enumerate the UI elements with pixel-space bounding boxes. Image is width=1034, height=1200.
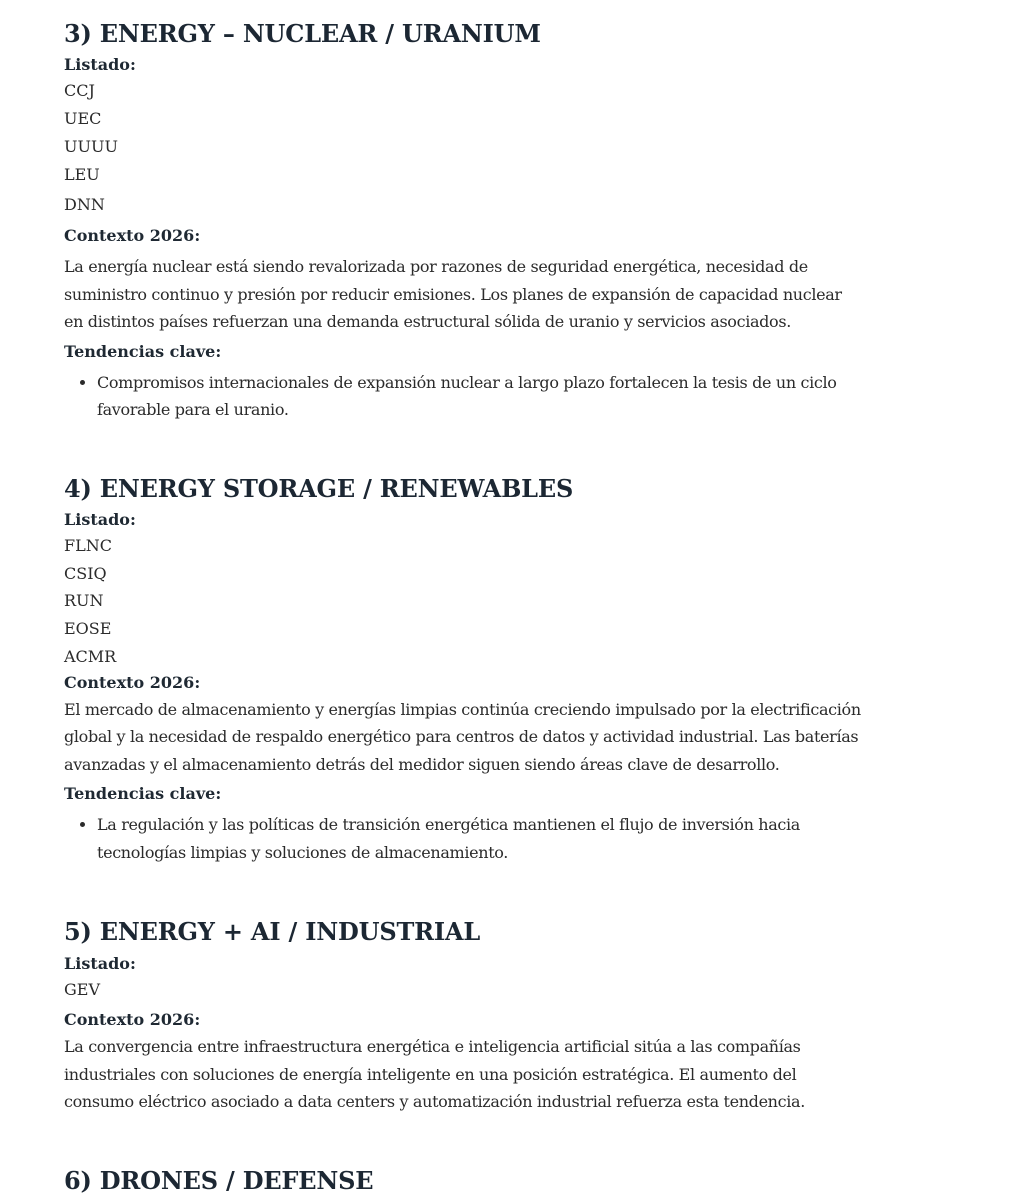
ticker-item: EOSE	[64, 618, 112, 638]
contexto-label: Contexto 2026:	[64, 1010, 201, 1029]
tendencias-list	[64, 369, 864, 424]
tendencias-label: Tendencias clave:	[64, 341, 222, 361]
contexto-label: Contexto 2026:	[64, 226, 201, 245]
section-title: 6) DRONES / DEFENSE	[64, 1166, 374, 1195]
section-title: 4) ENERGY STORAGE / RENEWABLES	[64, 474, 574, 503]
section-energy-storage-renewables	[64, 473, 864, 866]
ticker-item: RUN	[64, 591, 104, 610]
ticker-item: LEU	[64, 165, 100, 184]
list-item: • Compromisos internacionales de expansión nuclear a largo plazo fortalecen la tesis de un ciclo favorable para el uranio.	[97, 369, 864, 424]
contexto-paragraph: La energía nuclear está siendo revalorizada por razones de seguridad energética, necesidad de suministro continuo y presión por reducir emisiones. Los planes de expansión de capacidad nuclear en distintos países refuerzan una demanda estructural sólida de uranio y servicios asociados.	[64, 257, 842, 331]
ticker-item: GEV	[64, 980, 101, 999]
section-energy-ai-industrial	[64, 916, 864, 1116]
listado-label: Listado:	[64, 954, 136, 973]
ticker-item: ACMR	[64, 646, 117, 666]
section-title: 3) ENERGY – NUCLEAR / URANIUM	[64, 19, 541, 48]
contexto-paragraph: El mercado de almacenamiento y energías limpias continúa creciendo impulsado por la electrificación global y la necesidad de respaldo energético para centros de datos y actividad industrial. Las baterías avanzadas y el almacenamiento detrás del medidor siguen siendo áreas clave de desarrollo.	[64, 699, 861, 774]
ticker-item: FLNC	[64, 536, 112, 555]
listado-label: Listado:	[64, 510, 136, 529]
ticker-item: CSIQ	[64, 563, 107, 583]
listado-label: Listado:	[64, 55, 136, 74]
contexto-paragraph: La convergencia entre infraestructura energética e inteligencia artificial sitúa a las compañías industriales con soluciones de energía inteligente en una posición estratégica. El aumento del consumo eléctrico asociado a data centers y automatización industrial refuerza esta tendencia.	[64, 1037, 805, 1111]
ticker-list	[64, 81, 864, 217]
ticker-list	[64, 980, 864, 1002]
section-title: 5) ENERGY + AI / INDUSTRIAL	[64, 917, 481, 946]
tendencias-label: Tendencias clave:	[64, 784, 222, 803]
ticker-item: DNN	[64, 195, 105, 214]
list-item: • La regulación y las políticas de transición energética mantienen el flujo de inversión hacia tecnologías limpias y soluciones de almacenamiento.	[97, 811, 864, 866]
ticker-list	[64, 536, 864, 669]
section-nuclear-uranium	[64, 18, 864, 424]
section-drones-defense	[64, 1165, 864, 1197]
ticker-item: UEC	[64, 109, 102, 128]
ticker-item: CCJ	[64, 81, 95, 100]
ticker-item: UUUU	[64, 137, 118, 156]
contexto-label: Contexto 2026:	[64, 672, 201, 692]
tendencias-list	[64, 811, 864, 866]
